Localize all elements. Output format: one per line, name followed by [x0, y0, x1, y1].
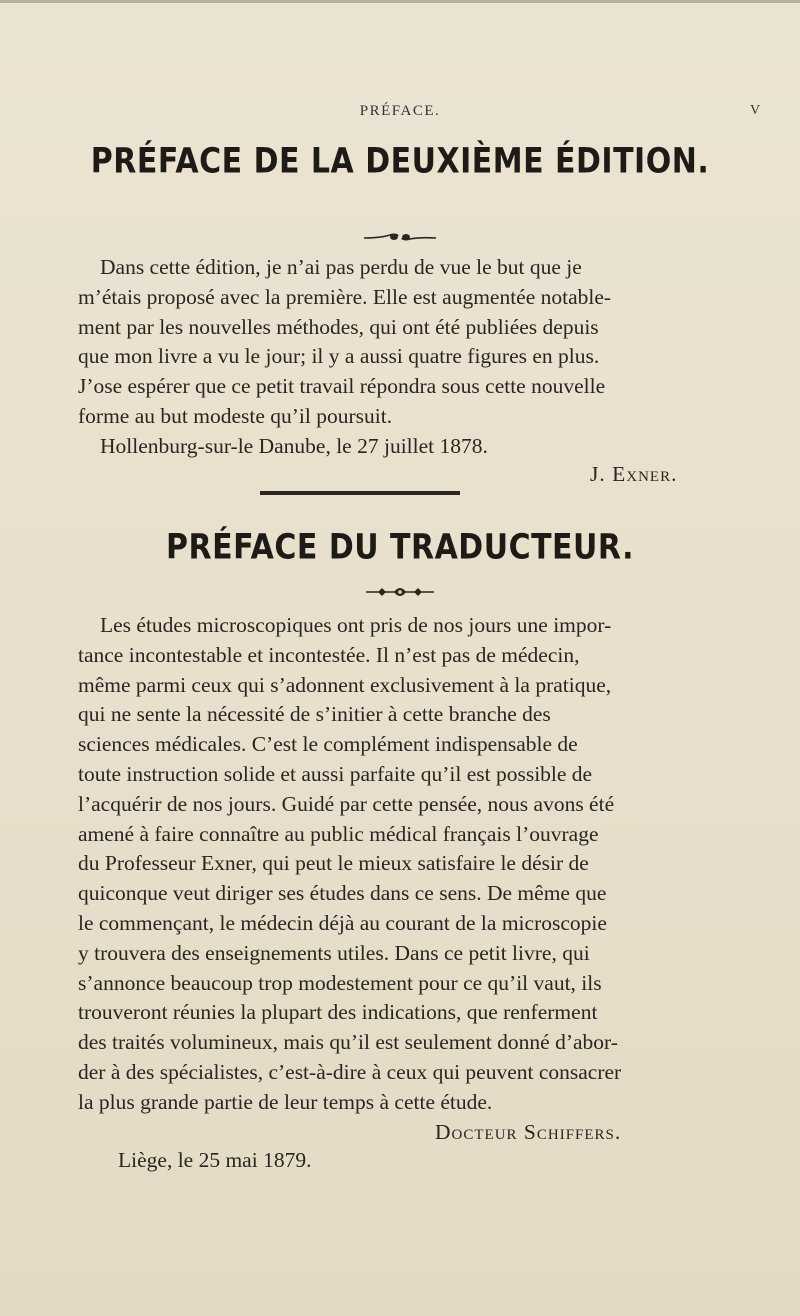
text-line: tance incontestable et incontestée. Il n’est pas de médecin,	[78, 642, 580, 667]
text-line: Les études microscopiques ont pris de nos jours une impor-	[100, 613, 612, 637]
text-line: toute instruction solide et aussi parfaite qu’il est possible de	[78, 761, 593, 786]
ornament-icon	[360, 584, 440, 598]
section-title-deuxieme-edition: PRÉFACE DE LA DEUXIÈME ÉDITION.	[90, 141, 710, 182]
text-line: Dans cette édition, je n’ai pas perdu de vue le but que je	[100, 255, 582, 279]
text-line: même parmi ceux qui s’adonnent exclusivement à la pratique,	[78, 672, 612, 697]
text-line: que mon livre a vu le jour; il y a aussi quatre figures en plus.	[78, 344, 600, 369]
text-line: des traités volumineux, mais qu’il est seulement donné d’abor-	[78, 1030, 618, 1055]
running-head: PRÉFACE.	[359, 103, 441, 119]
signature-exner: J. Exner.	[590, 462, 678, 486]
preface-translator-text	[78, 611, 728, 1118]
preface-edition-text	[78, 253, 728, 462]
text-line: y trouvera des enseignements utiles. Dans ce petit livre, qui	[78, 940, 590, 965]
ornament-icon	[360, 230, 440, 244]
text-line: l’acquérir de nos jours. Guidé par cette pensée, nous avons été	[78, 791, 615, 816]
section-divider	[260, 491, 460, 495]
text-line: m’étais proposé avec la première. Elle est augmentée notable-	[78, 284, 612, 309]
place-date: Hollenburg-sur-le Danube, le 27 juillet 1878.	[100, 433, 488, 458]
text-line: du Professeur Exner, qui peut le mieux satisfaire le désir de	[78, 851, 589, 876]
place-date: Liège, le 25 mai 1879.	[118, 1148, 312, 1172]
text-line: ment par les nouvelles méthodes, qui ont été publiées depuis	[78, 314, 599, 339]
text-line: forme au but modeste qu’il poursuit.	[78, 403, 393, 428]
text-line: trouveront réunies la plupart des indications, que renferment	[78, 1000, 598, 1025]
text-line: qui ne sente la nécessité de s’initier à cette branche des	[78, 702, 551, 727]
text-line: der à des spécialistes, c’est-à-dire à ceux qui peuvent consacrer	[78, 1059, 622, 1084]
text-line: le commençant, le médecin déjà au courant de la microscopie	[78, 910, 607, 935]
text-line: J’ose espérer que ce petit travail répondra sous cette nouvelle	[78, 374, 606, 399]
text-line: sciences médicales. C’est le complément indispensable de	[78, 732, 578, 757]
text-line: la plus grande partie de leur temps à cette étude.	[78, 1089, 493, 1114]
signature-text: Docteur Schiffers.	[435, 1120, 622, 1144]
text-line: amené à faire connaître au public médical français l’ouvrage	[78, 821, 599, 846]
text-line: s’annonce beaucoup trop modestement pour ce qu’il vaut, ils	[78, 970, 602, 995]
signature-schiffers	[435, 1120, 621, 1145]
page-number: V	[750, 103, 761, 118]
text-line: quiconque veut diriger ses études dans ce sens. De même que	[78, 881, 607, 906]
scan-edge	[0, 0, 800, 3]
section-title-traducteur: PRÉFACE DU TRADUCTEUR.	[166, 527, 634, 568]
